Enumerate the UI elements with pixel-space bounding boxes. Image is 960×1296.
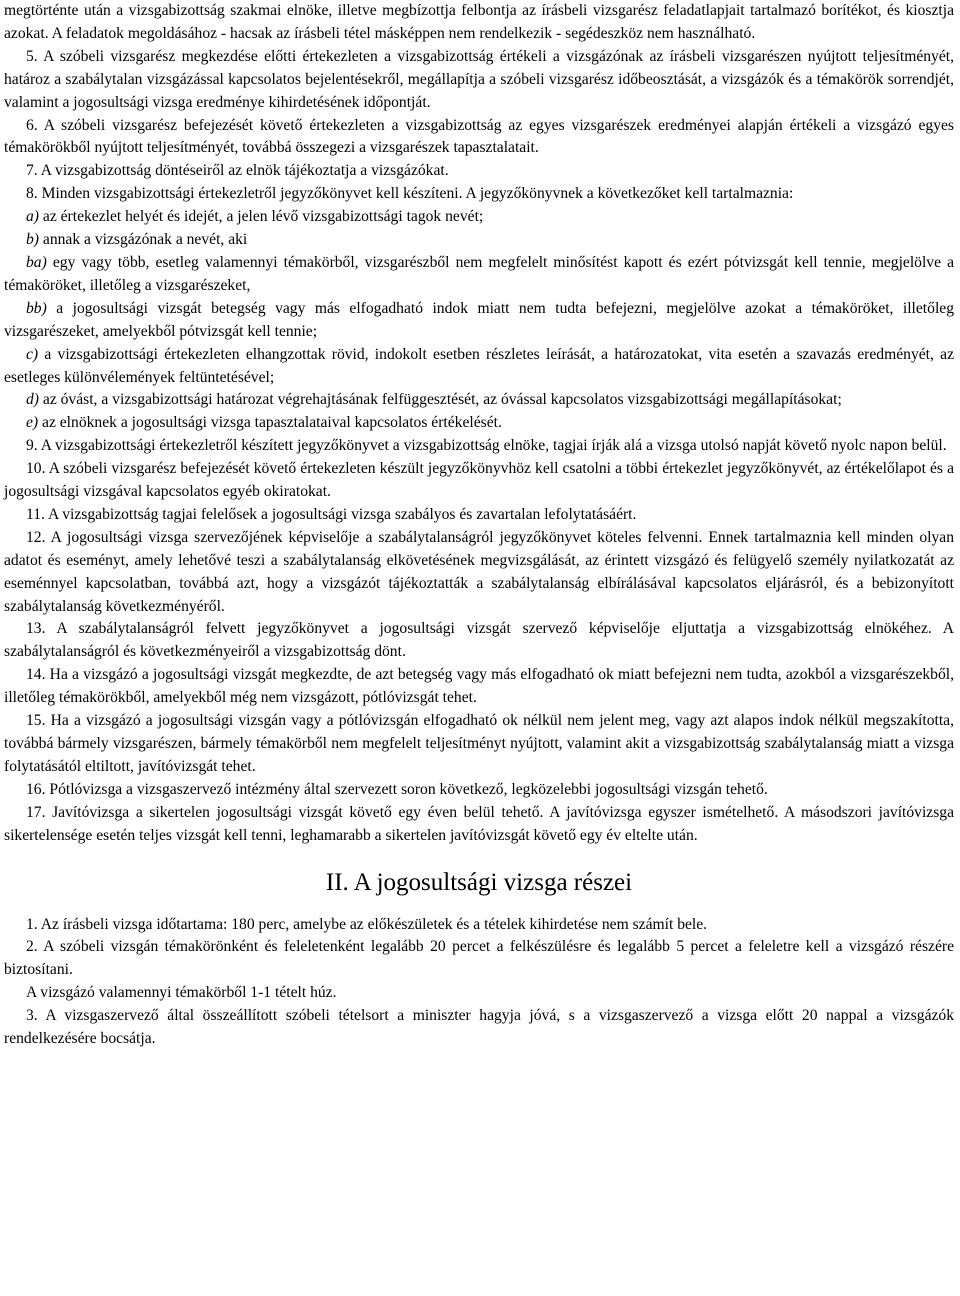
paragraph-6: 6. A szóbeli vizsgarész befejezését követő értekezleten a vizsgabizottság az egyes vizsgarészek eredményei alapján értékeli a vizsgázó egyes témakörökből nyújtott teljesítményét, továbbá összegezi a vizsgarészek tapasztalatait. (4, 116, 954, 157)
sub-item-text: egy vagy több, esetleg valamennyi témakörből, vizsgarészből nem megfelelt minősítést kapott és ezért pótvizsgát kell tennie, megjelölve a témaköröket, illetőleg a vizsgarészeket, (4, 253, 954, 294)
sub-item-label: e) (26, 414, 39, 432)
sub-item-c (4, 344, 954, 390)
sub-item-label: bb) (26, 299, 47, 317)
paragraph-10: 10. A szóbeli vizsgarész befejezését követő értekezleten készült jegyzőkönyvhöz kell csatolni a többi értekezlet jegyzőkönyvét, az értékelőlapot és a jogosultsági vizsgával kapcsolatos egyéb okiratokat. (4, 460, 954, 501)
paragraph-12: 12. A jogosultsági vizsga szervezőjének képviselője a szabálytalanságról jegyzőkönyvet köteles felvenni. Ennek tartalmaznia kell minden olyan adatot és eseményt, amely lehetővé teszi a szabálytalanság elkövetésének megvizsgálását, az érintett vizsgázó és felügyelő személy nyilatkozatát az eseménnyel kapcsolatban, továbbá azt, hogy a vizsgázót tájékoztatták a szabálytalanság elbírálásával kapcsolatos eljárásról, és a bebizonyított szabálytalanság következményéről. (4, 528, 954, 615)
paragraph-11: 11. A vizsgabizottság tagjai felelősek a jogosultsági vizsga szabályos és zavartalan lefolytatásáért. (26, 505, 637, 523)
paragraph-17: 17. Javítóvizsga a sikertelen jogosultsági vizsgát követő egy éven belül tehető. A javítóvizsga egyszer ismételhető. A másodszori javítóvizsga sikertelensége esetén teljes vizsgát kell tenni, leghamarabb a sikertelen javítóvizsgát követő egy év eltelte után. (4, 803, 954, 844)
sub-item-label: d) (26, 391, 39, 409)
sub-item-bb (4, 298, 954, 344)
sub-item-text: az elnöknek a jogosultsági vizsga tapasztalataival kapcsolatos értékelését. (38, 414, 502, 432)
paragraph-8: 8. Minden vizsgabizottsági értekezletről jegyzőkönyvet kell készíteni. A jegyzőkönyvnek a következőket kell tartalmaznia: (26, 185, 794, 203)
sub-item-label: ba) (26, 253, 47, 271)
sub-item-d (4, 389, 954, 412)
paragraph-15: 15. Ha a vizsgázó a jogosultsági vizsgán vagy a pótlóvizsgán elfogadható ok nélkül nem jelent meg, vagy azt alapos indok nélkül megszakította, továbbá bármely vizsgarészen, bármely témakörből nem megfelelt teljesítményt nyújtott, valamint akit a vizsgabizottság szabálytalanság miatt a vizsga folytatásától eltiltott, javítóvizsgát tehet. (4, 712, 954, 775)
section-paragraph-2: 2. A szóbeli vizsgán témakörönként és feleletenként legalább 20 percet a felkészülésre és legalább 5 percet a feleletre kell a vizsgázó részére biztosítani. (4, 938, 954, 979)
sub-item-ba (4, 252, 954, 298)
section-paragraph-2-note: A vizsgázó valamennyi témakörből 1-1 tételt húz. (26, 984, 337, 1002)
sub-item-label: c) (26, 345, 39, 363)
paragraph-16: 16. Pótlóvizsga a vizsgaszervező intézmény által szervezett soron következő, legközelebbi jogosultsági vizsgán tehető. (26, 780, 768, 798)
sub-item-label: a) (26, 208, 39, 226)
sub-item-e (4, 412, 954, 435)
section-paragraph-1: 1. Az írásbeli vizsga időtartama: 180 perc, amelybe az előkészületek és a tételek kihirdetése nem számít bele. (26, 915, 708, 933)
intro-paragraph: megtörténte után a vizsgabizottság szakmai elnöke, illetve megbízottja felbontja az írásbeli vizsgarész feladatlapjait tartalmazó borítékot, és kiosztja azokat. A feladatok megoldásához - hacsak az írásbeli tétel másképpen nem rendelkezik - segédeszköz nem használható. (4, 2, 954, 42)
section-paragraph-3: 3. A vizsgaszervező által összeállított szóbeli tételsort a miniszter hagyja jóvá, s a vizsgaszervező a vizsga előtt 20 nappal a vizsgázók rendelkezésére bocsátja. (4, 1007, 954, 1048)
sub-item-text: az óvást, a vizsgabizottsági határozat végrehajtásának felfüggesztését, az óvással kapcsolatos vizsgabizottsági megállapításokat; (39, 391, 842, 409)
sub-item-text: a jogosultsági vizsgát betegség vagy más elfogadható indok miatt nem tudta befejezni, megjelölve azokat a témaköröket, illetőleg vizsgarészeket, amelyekből pótvizsgát kell tennie; (4, 299, 954, 340)
paragraph-7: 7. A vizsgabizottság döntéseiről az elnök tájékoztatja a vizsgázókat. (26, 162, 449, 180)
paragraph-13: 13. A szabálytalanságról felvett jegyzőkönyvet a jogosultsági vizsgát szervező képviselője eljuttatja a vizsgabizottság elnökéhez. A szabálytalanságról és következményeiről a vizsgabizottság dönt. (4, 620, 954, 661)
paragraph-9: 9. A vizsgabizottsági értekezletről készített jegyzőkönyvet a vizsgabizottság elnöke, tagjai írják alá a vizsga utolsó napját követő nyolc napon belül. (26, 437, 947, 455)
paragraph-14: 14. Ha a vizsgázó a jogosultsági vizsgát megkezdte, de azt betegség vagy más elfogadható ok miatt befejezni nem tudta, azokból a vizsgarészekből, illetőleg témakörökből, amelyekből még nem vizsgázott, pótlóvizsgát tehet. (4, 666, 954, 707)
sub-item-label: b) (26, 231, 39, 249)
sub-item-text: annak a vizsgázónak a nevét, aki (39, 231, 248, 249)
section-heading: II. A jogosultsági vizsga részei (325, 868, 633, 896)
sub-item-text: az értekezlet helyét és idejét, a jelen lévő vizsgabizottsági tagok nevét; (39, 208, 484, 226)
sub-item-text: a vizsgabizottsági értekezleten elhangzottak rövid, indokolt esetben részletes leírását, a határozatokat, vita esetén a szavazás eredményét, az esetleges különvélemények feltüntetésével; (4, 345, 954, 386)
sub-item-b (4, 229, 954, 252)
sub-item-a (4, 206, 954, 229)
paragraph-5: 5. A szóbeli vizsgarész megkezdése előtti értekezleten a vizsgabizottság értékeli a vizsgázónak az írásbeli vizsgarészen nyújtott teljesítményét, határoz a szabálytalan vizsgázással kapcsolatos bejelentésekről, megállapítja a szóbeli vizsgarész időbeosztását, a vizsgázók és a témakörök sorrendjét, valamint a jogosultsági vizsga eredménye kihirdetésének időpontját. (4, 47, 954, 111)
